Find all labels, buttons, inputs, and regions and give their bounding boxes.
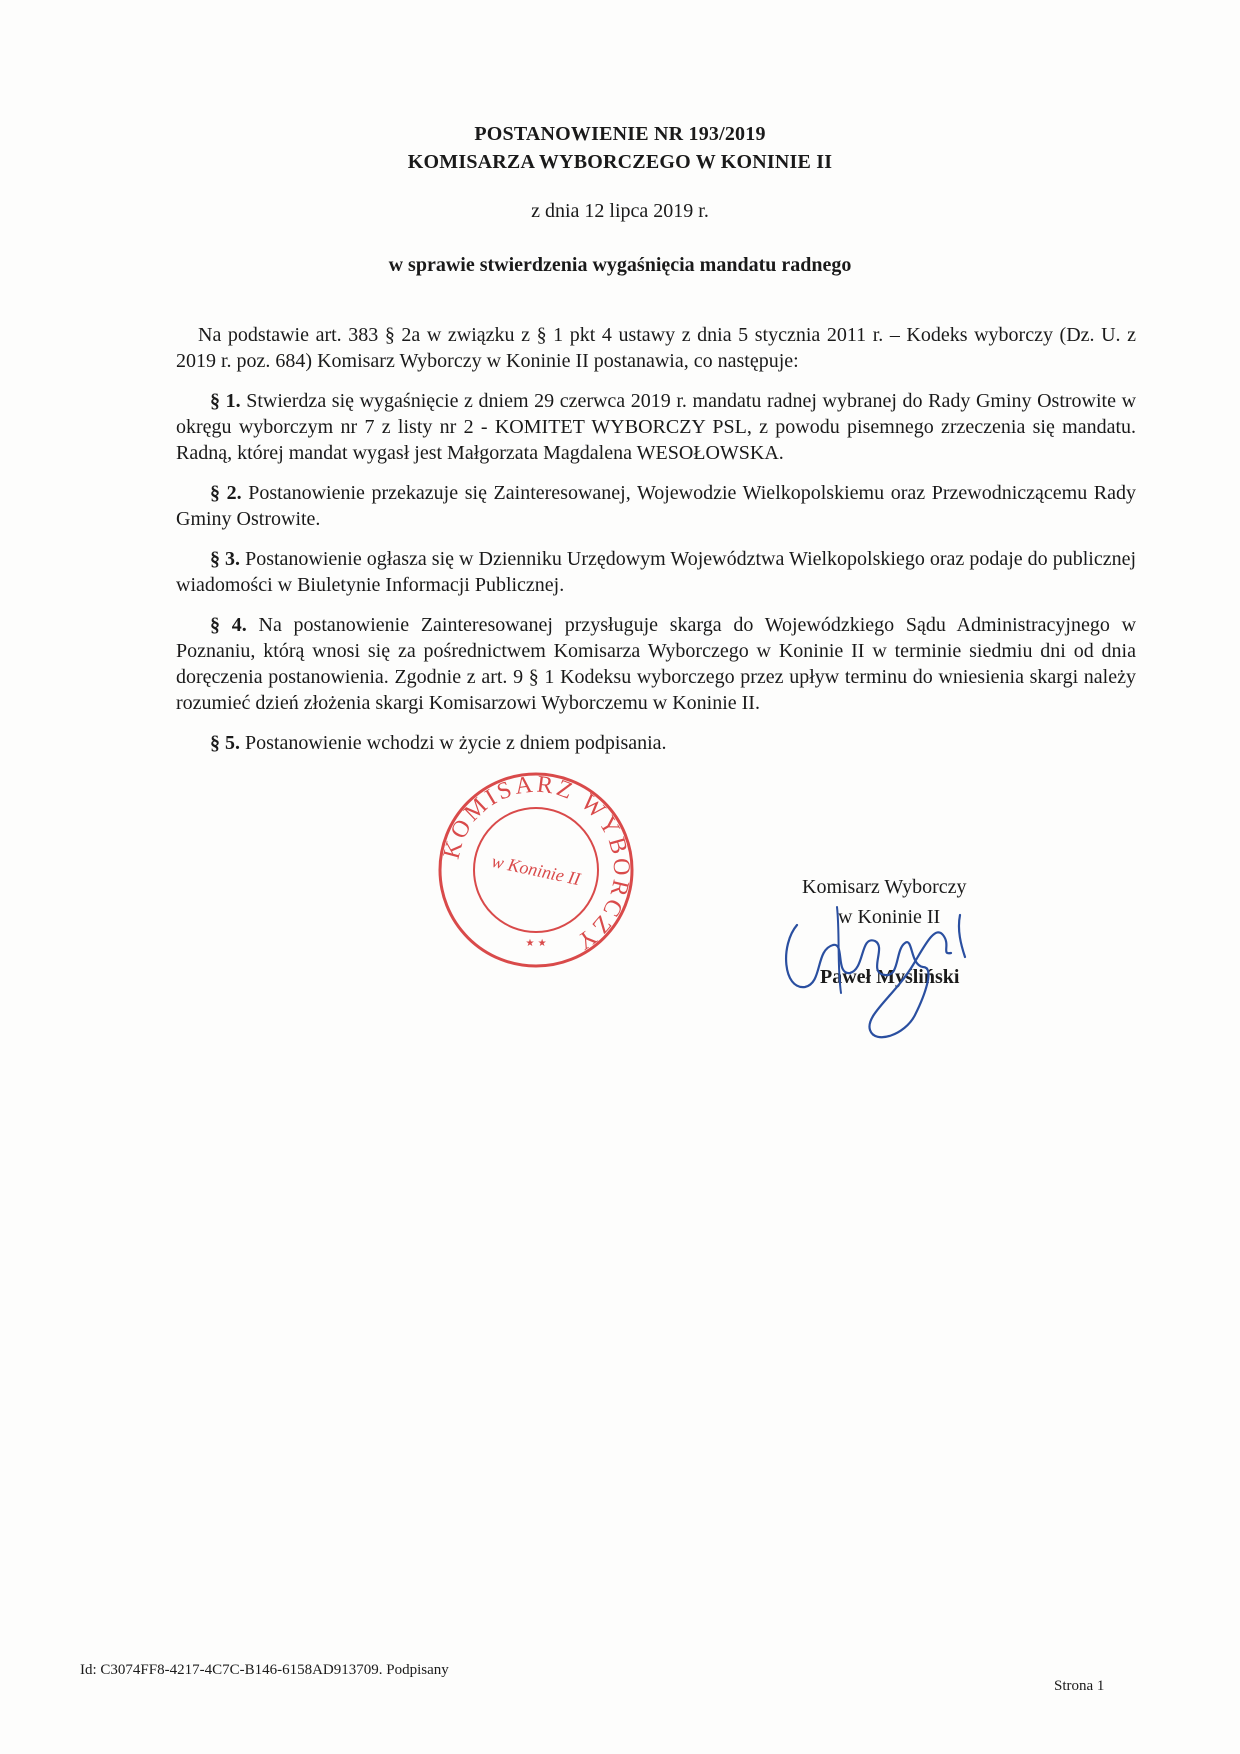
signature-stroke [786, 915, 965, 1037]
signature-stroke [837, 907, 841, 993]
paragraph-text: Na postanowienie Zainteresowanej przysługuje skarga do Wojewódzkiego Sądu Administracyjnego w Poznaniu, którą wnosi się za pośrednictwem Komisarza Wyborczego w Koninie II w terminie siedmiu dni od dnia doręczenia postanowienia. Zgodnie z art. 9 § 1 Kodeksu wyborczego przez upływ terminu do wniesienia skargi należy rozumieć dzień złożenia skargi Komisarzowi Wyborczemu w Koninie II. [176, 614, 1137, 714]
paragraph-text: Postanowienie ogłasza się w Dzienniku Urzędowym Województwa Wielkopolskiego oraz podaje do publicznej wiadomości w Biuletynie Informacji Publicznej. [176, 548, 1137, 596]
paragraph-number: § 5. [210, 732, 240, 754]
official-stamp [436, 770, 636, 970]
document-date: z dnia 12 lipca 2019 r. [531, 200, 709, 222]
paragraph-text: Stwierdza się wygaśnięcie z dniem 29 czerwca 2019 r. mandatu radnej wybranej do Rady Gminy Ostrowite w okręgu wyborczym nr 7 z listy nr 2 - KOMITET WYBORCZY PSL, z powodu pisemnego zrzeczenia się mandatu. Radną, której mandat wygasł jest Małgorzata Magdalena WESOŁOWSKA. [176, 390, 1137, 464]
title-line-2: KOMISARZA WYBORCZEGO W KONINIE II [407, 151, 833, 173]
handwritten-signature [775, 895, 995, 1045]
stamp-star-icon: ★ ★ [525, 938, 547, 949]
paragraph-1 [176, 388, 1136, 466]
paragraph-text: Postanowienie przekazuje się Zainteresowanej, Wojewodzie Wielkopolskiemu oraz Przewodniczącemu Rady Gminy Ostrowite. [176, 482, 1137, 530]
stamp-outer-text: KOMISARZ WYBORCZY [438, 771, 635, 956]
paragraph-number: § 1. [210, 390, 241, 412]
title-line-1: POSTANOWIENIE NR 193/2019 [474, 123, 766, 145]
document-subject: w sprawie stwierdzenia wygaśnięcia mandatu radnego [388, 254, 852, 276]
signatory-role-line-1: Komisarz Wyborczy [802, 876, 967, 898]
paragraph-3 [176, 546, 1136, 598]
page-number: Strona 1 [1054, 1678, 1105, 1694]
stamp-inner-text: w Koninie II [489, 850, 583, 890]
document-id: Id: C3074FF8-4217-4C7C-B146-6158AD913709. Podpisany [80, 1662, 449, 1678]
document-title [0, 120, 1240, 176]
document-body [176, 322, 1136, 770]
signatory-name: Paweł Myśliński [820, 966, 960, 988]
paragraph-4 [176, 612, 1136, 716]
paragraph-number: § 2. [210, 482, 242, 504]
signatory-role-line-2: w Koninie II [838, 906, 941, 928]
paragraph-5 [176, 730, 1136, 756]
paragraph-2 [176, 480, 1136, 532]
paragraph-number: § 4. [210, 614, 247, 636]
intro-paragraph: Na podstawie art. 383 § 2a w związku z § 1 pkt 4 ustawy z dnia 5 stycznia 2011 r. – Kodeks wyborczy (Dz. U. z 2019 r. poz. 684) Komisarz Wyborczy w Koninie II postanawia, co następuje: [176, 324, 1136, 372]
paragraph-text: Postanowienie wchodzi w życie z dniem podpisania. [245, 732, 667, 754]
paragraph-number: § 3. [210, 548, 241, 570]
